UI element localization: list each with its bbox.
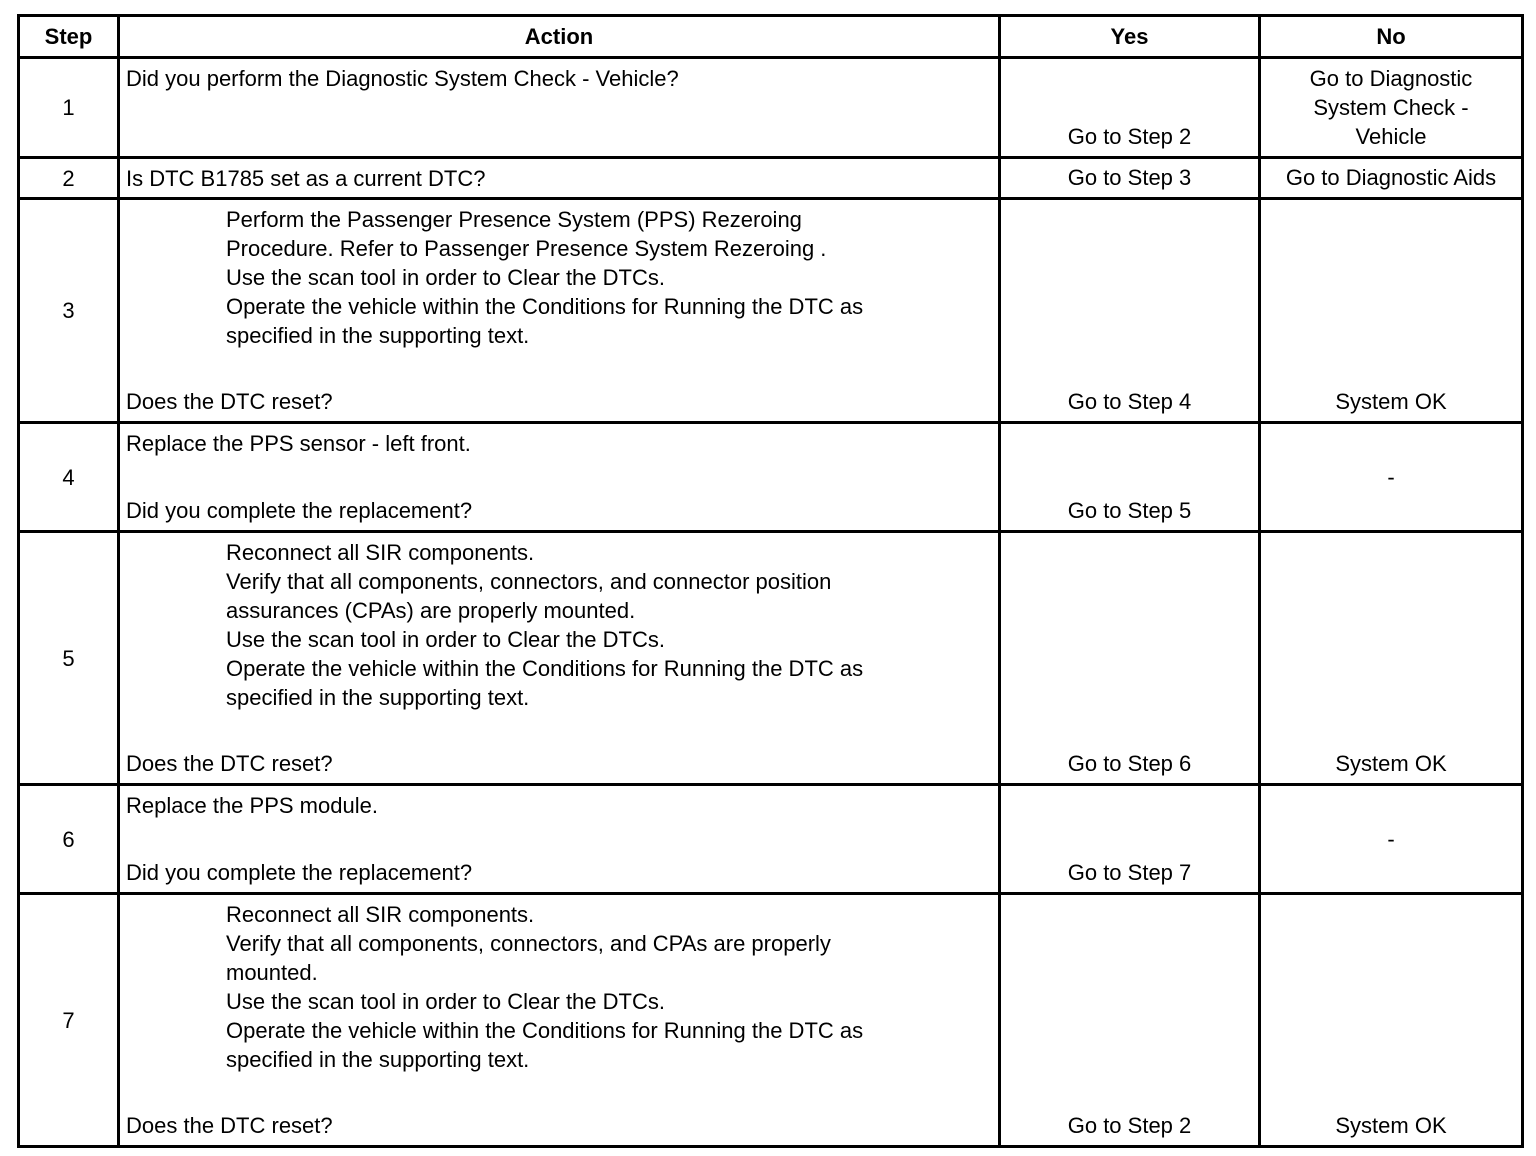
action-cell: [119, 532, 1000, 785]
instruction-item: Use the scan tool in order to Clear the DTCs.: [226, 989, 665, 1014]
table-row: [19, 894, 1523, 1147]
instruction-list: [226, 205, 863, 350]
yes-result: Go to Step 2: [1067, 124, 1192, 149]
instruction-item: Use the scan tool in order to Clear the DTCs.: [226, 627, 665, 652]
instruction-item: specified in the supporting text.: [226, 685, 530, 710]
yes-result: Go to Step 6: [1067, 751, 1192, 776]
no-result: System OK: [1335, 1113, 1447, 1138]
no-result: -: [1387, 826, 1395, 852]
action-question: Does the DTC reset?: [126, 389, 333, 414]
instruction-item: Operate the vehicle within the Conditions for Running the DTC as: [226, 294, 864, 319]
no-result: System OK: [1335, 389, 1447, 414]
action-question: Is DTC B1785 set as a current DTC?: [126, 166, 486, 191]
table-row: [19, 199, 1523, 423]
instruction-item: specified in the supporting text.: [226, 1047, 530, 1072]
action-question: Does the DTC reset?: [126, 1113, 333, 1138]
step-number: 4: [19, 423, 119, 532]
header-row: [19, 16, 1523, 58]
no-cell: [1260, 158, 1523, 199]
action-question: Does the DTC reset?: [126, 751, 333, 776]
action-instruction: Replace the PPS sensor - left front.: [126, 431, 471, 456]
yes-result: Go to Step 3: [1067, 165, 1192, 190]
action-cell: [119, 199, 1000, 423]
no-cell: [1260, 199, 1523, 423]
instruction-item: Use the scan tool in order to Clear the DTCs.: [226, 265, 665, 290]
header-yes: Yes: [1000, 16, 1260, 58]
instruction-item: Operate the vehicle within the Conditions for Running the DTC as: [226, 656, 864, 681]
action-cell: [119, 158, 1000, 199]
action-cell: [119, 785, 1000, 894]
instruction-list: [226, 538, 863, 712]
no-cell: [1260, 894, 1523, 1147]
yes-cell: [1000, 532, 1260, 785]
no-result-line: Go to Diagnostic: [1309, 66, 1473, 91]
step-number: 2: [19, 158, 119, 199]
action-cell: [119, 58, 1000, 158]
no-cell: [1260, 423, 1523, 532]
instruction-item: specified in the supporting text.: [226, 323, 530, 348]
instruction-item: Perform the Passenger Presence System (PPS) Rezeroing: [226, 207, 802, 232]
header-no: No: [1260, 16, 1523, 58]
diagnostic-table: [17, 14, 1524, 1148]
action-question: Did you perform the Diagnostic System Check - Vehicle?: [126, 66, 679, 91]
instruction-list: [226, 900, 863, 1074]
yes-result: Go to Step 2: [1067, 1113, 1192, 1138]
instruction-item: assurances (CPAs) are properly mounted.: [226, 598, 636, 623]
yes-cell: [1000, 894, 1260, 1147]
step-number: 3: [19, 199, 119, 423]
no-cell: [1260, 785, 1523, 894]
no-result: Go to Diagnostic Aids: [1285, 165, 1497, 190]
instruction-item: mounted.: [226, 960, 318, 985]
table-row: [19, 158, 1523, 199]
no-cell: [1260, 58, 1523, 158]
no-result-line: Vehicle: [1355, 124, 1427, 149]
instruction-item: Reconnect all SIR components.: [226, 540, 535, 565]
yes-cell: [1000, 58, 1260, 158]
step-number: 1: [19, 58, 119, 158]
instruction-item: Reconnect all SIR components.: [226, 902, 535, 927]
header-step: Step: [19, 16, 119, 58]
table-row: [19, 532, 1523, 785]
yes-result: Go to Step 7: [1067, 860, 1192, 885]
action-question: Did you complete the replacement?: [126, 860, 473, 885]
yes-result: Go to Step 5: [1067, 498, 1192, 523]
step-number: 5: [19, 532, 119, 785]
step-number: 6: [19, 785, 119, 894]
action-cell: [119, 894, 1000, 1147]
instruction-item: Verify that all components, connectors, and connector position: [226, 569, 832, 594]
yes-cell: [1000, 785, 1260, 894]
table-row: [19, 785, 1523, 894]
action-cell: [119, 423, 1000, 532]
yes-result: Go to Step 4: [1067, 389, 1192, 414]
yes-cell: [1000, 158, 1260, 199]
no-result-line: System Check -: [1313, 95, 1469, 120]
instruction-item: Operate the vehicle within the Conditions for Running the DTC as: [226, 1018, 864, 1043]
action-instruction: Replace the PPS module.: [126, 793, 378, 818]
step-number: 7: [19, 894, 119, 1147]
table-row: [19, 423, 1523, 532]
table-row: [19, 58, 1523, 158]
no-result: -: [1387, 464, 1395, 490]
yes-cell: [1000, 423, 1260, 532]
instruction-item: Verify that all components, connectors, and CPAs are properly: [226, 931, 831, 956]
no-cell: [1260, 532, 1523, 785]
instruction-item: Procedure. Refer to Passenger Presence System Rezeroing .: [226, 236, 827, 261]
yes-cell: [1000, 199, 1260, 423]
no-result: System OK: [1335, 751, 1447, 776]
no-result: [1261, 64, 1521, 151]
header-action: Action: [119, 16, 1000, 58]
action-question: Did you complete the replacement?: [126, 498, 473, 523]
